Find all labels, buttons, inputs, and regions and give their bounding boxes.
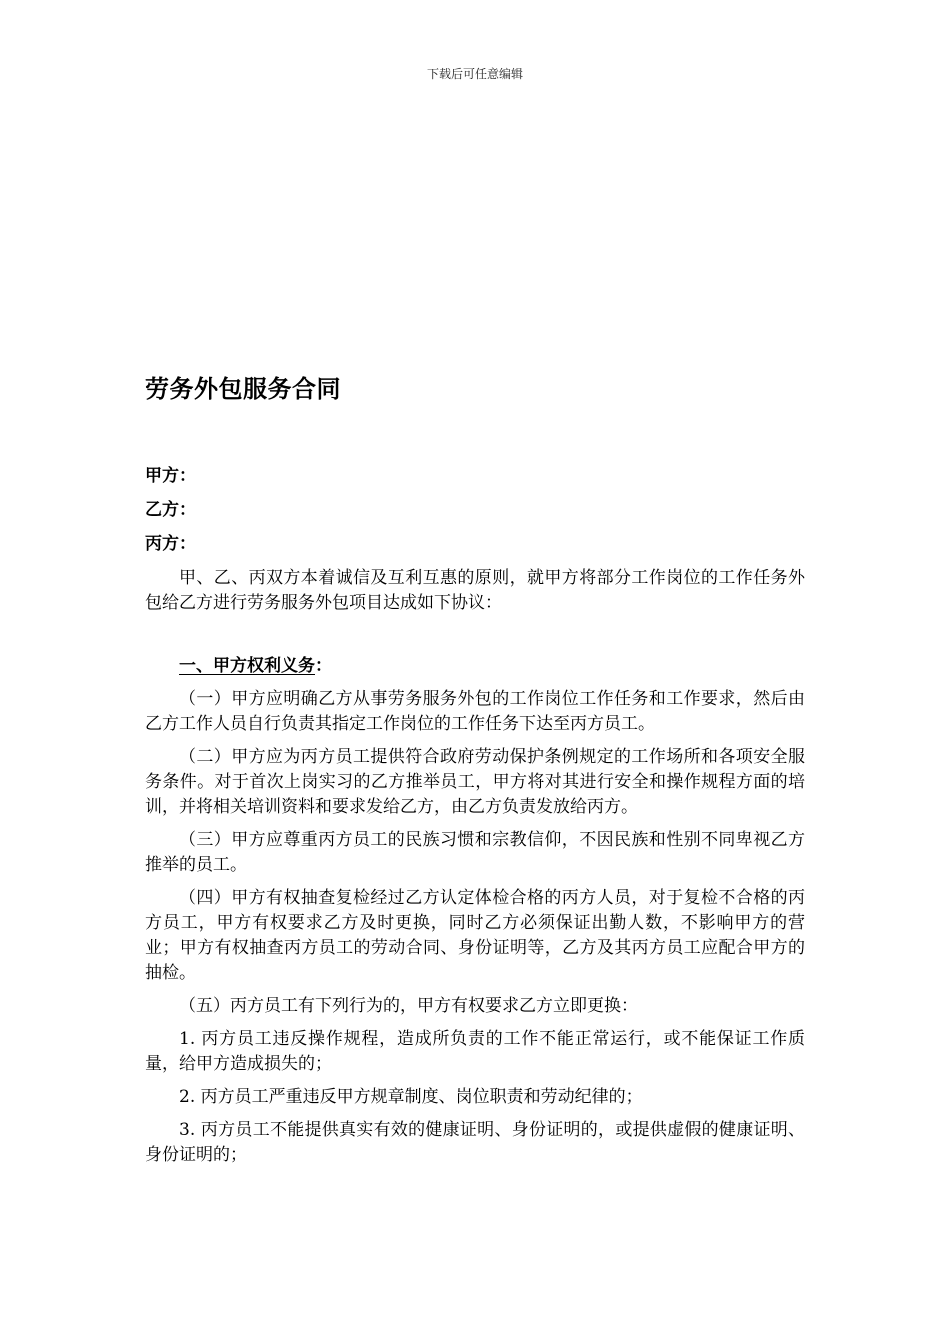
clause-4: （四）甲方有权抽查复检经过乙方认定体检合格的丙方人员，对于复检不合格的丙方员工，甲方有权要求乙方及时更换，同时乙方必须保证出勤人数，不影响甲方的营业；甲方有权抽查丙方员工的劳动合同、身份证明等，乙方及其丙方员工应配合甲方的抽检。 (145, 888, 805, 983)
party-a-label: 甲方： (145, 466, 196, 486)
clause-5: （五）丙方员工有下列行为的，甲方有权要求乙方立即更换： (179, 996, 638, 1016)
intro-paragraph: 甲、乙、丙双方本着诚信及互利互惠的原则，就甲方将部分工作岗位的工作任务外包给乙方进行劳务服务外包项目达成如下协议： (145, 568, 805, 613)
list-item-3: 3. 丙方员工不能提供真实有效的健康证明、身份证明的，或提供虚假的健康证明、身份证明的； (145, 1120, 805, 1165)
section-heading-colon: ： (315, 656, 332, 676)
section-heading (145, 654, 805, 679)
clause-1: （一）甲方应明确乙方从事劳务服务外包的工作岗位工作任务和工作要求，然后由乙方工作人员自行负责其指定工作岗位的工作任务下达至丙方员工。 (145, 689, 805, 734)
list-item-2: 2. 丙方员工严重违反甲方规章制度、岗位职责和劳动纪律的； (179, 1087, 643, 1107)
list-item-1: 1. 丙方员工违反操作规程，造成所负责的工作不能正常运行，或不能保证工作质量，给甲方造成损失的； (145, 1029, 805, 1074)
parties-block (145, 464, 805, 556)
section-heading-text: 一、甲方权利义务 (179, 656, 315, 676)
clause-2: （二）甲方应为丙方员工提供符合政府劳动保护条例规定的工作场所和各项安全服务条件。对于首次上岗实习的乙方推举员工，甲方将对其进行安全和操作规程方面的培训，并将相关培训资料和要求发给乙方，由乙方负责发放给丙方。 (145, 747, 805, 817)
document-title: 劳务外包服务合同 (145, 375, 341, 403)
clause-3: （三）甲方应尊重丙方员工的民族习惯和宗教信仰，不因民族和性别不同卑视乙方推举的员工。 (145, 830, 805, 875)
page-header-note: 下载后可任意编辑 (426, 67, 523, 81)
document-body (145, 372, 805, 1176)
party-c-label: 丙方： (145, 534, 196, 554)
party-b-label: 乙方： (145, 500, 196, 520)
